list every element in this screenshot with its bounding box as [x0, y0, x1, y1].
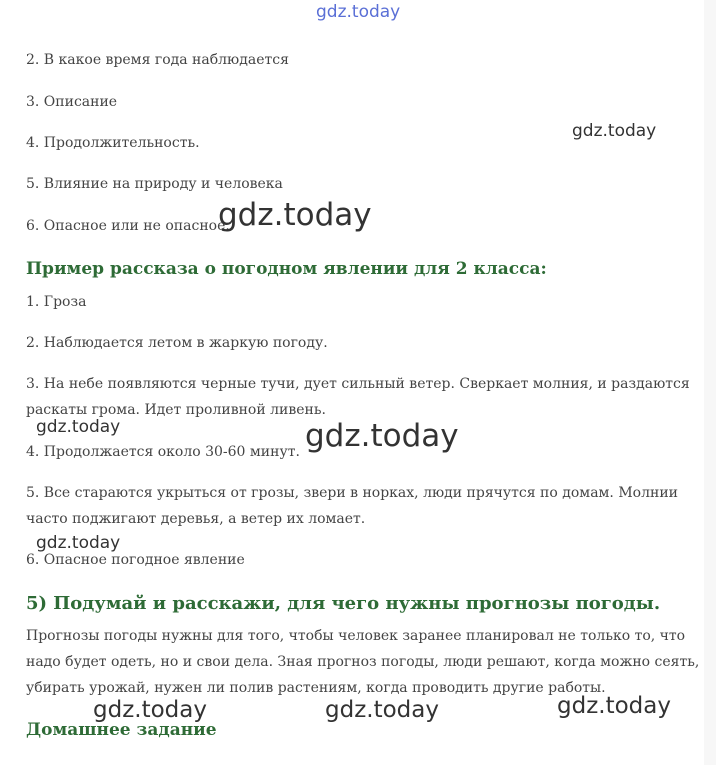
task5-text-line2: надо будет одеть, но и свои дела. Зная прогноз погоды, люди решают, когда можно сеять, [26, 654, 700, 670]
example-heading: Пример рассказа о погодном явлении для 2 класса: [26, 259, 547, 279]
watermark: gdz.today [93, 697, 207, 723]
watermark: gdz.today [218, 197, 372, 233]
criteria-item-5: 5. Влияние на природу и человека [26, 176, 283, 192]
task5-text-line1: Прогнозы погоды нужны для того, чтобы человек заранее планировал не только то, что [26, 628, 686, 644]
example-item-1: 1. Гроза [26, 294, 87, 310]
task5-heading: 5) Подумай и расскажи, для чего нужны прогнозы погоды. [26, 593, 661, 614]
homework-heading: Домашнее задание [26, 720, 217, 740]
watermark: gdz.today [36, 417, 121, 437]
example-item-6: 6. Опасное погодное явление [26, 552, 245, 568]
example-item-5-line2: часто поджигают деревья, а ветер их ломает. [26, 511, 366, 527]
criteria-item-2: 2. В какое время года наблюдается [26, 52, 289, 68]
watermark: gdz.today [557, 693, 671, 719]
watermark: gdz.today [325, 697, 439, 723]
example-item-4: 4. Продолжается около 30-60 минут. [26, 444, 300, 460]
criteria-item-4: 4. Продолжительность. [26, 135, 200, 151]
watermark: gdz.today [572, 121, 657, 141]
example-item-2: 2. Наблюдается летом в жаркую погоду. [26, 335, 328, 351]
watermark: gdz.today [305, 418, 459, 454]
watermark-top: gdz.today [316, 2, 401, 22]
example-item-5-line1: 5. Все стараются укрыться от грозы, звери в норках, люди прячутся по домам. Молнии [26, 485, 678, 501]
criteria-item-6: 6. Опасное или не опасное. [26, 218, 230, 234]
task5-text-line3: убирать урожай, нужен ли полив растениям, когда проводить другие работы. [26, 680, 606, 696]
example-item-3-line1: 3. На небе появляются черные тучи, дует сильный ветер. Сверкает молния, и раздаются [26, 376, 690, 392]
watermark: gdz.today [36, 533, 121, 553]
example-item-3-line2: раскаты грома. Идет проливной ливень. [26, 402, 326, 418]
scroll-edge [704, 0, 716, 765]
criteria-item-3: 3. Описание [26, 94, 118, 110]
